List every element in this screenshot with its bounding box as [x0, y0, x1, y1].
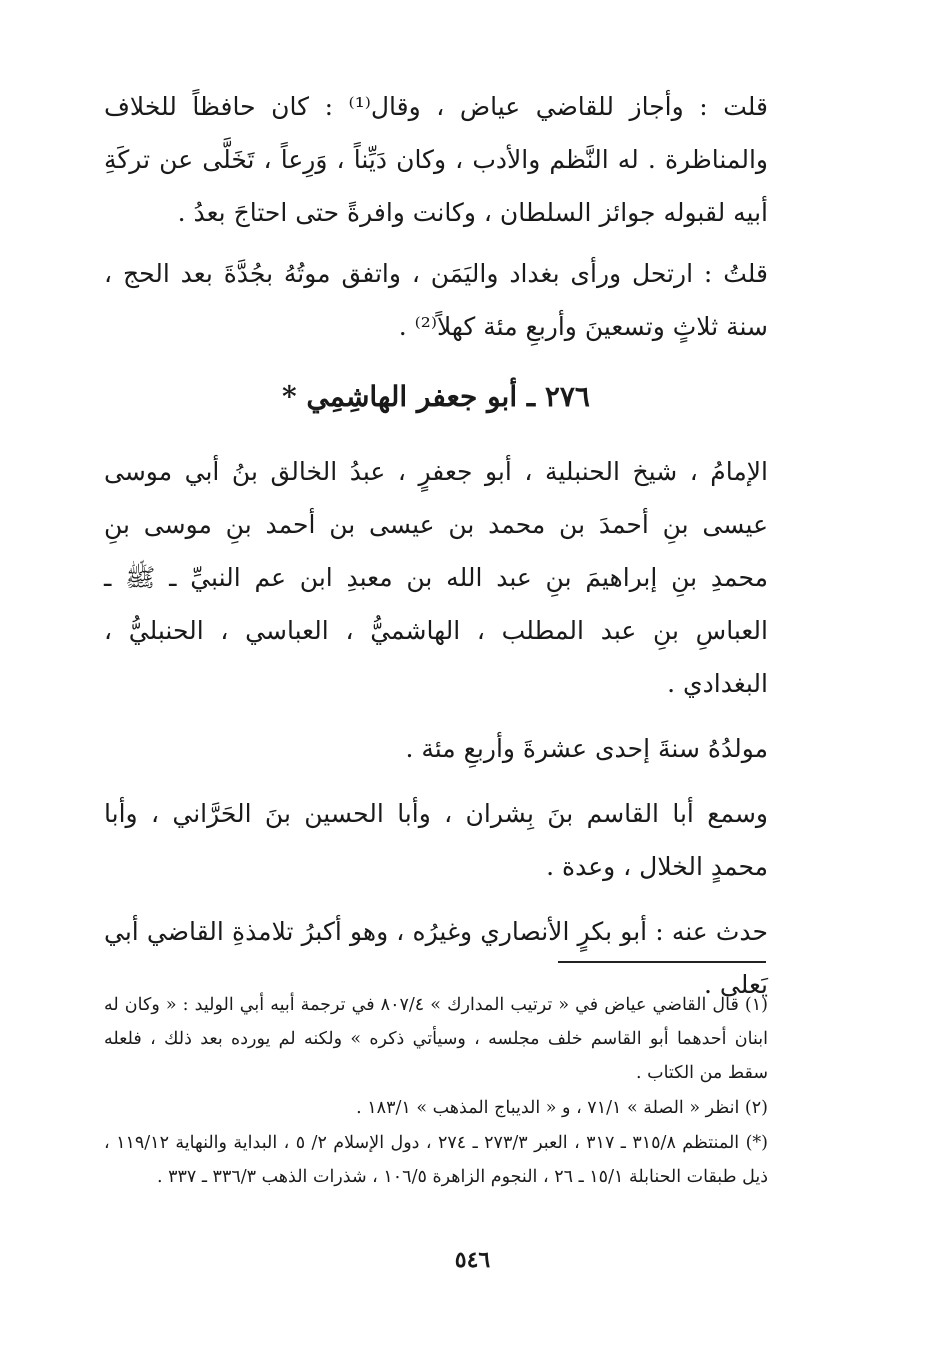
paragraph-teachers: وسمع أبا القاسم بنَ بِشران ، وأبا الحسين بنَ الحَرَّاني ، وأبا محمدٍ الخلال ، وعدة .	[104, 799, 768, 881]
page-number: ٥٤٦	[454, 1247, 491, 1273]
paragraph-lineage: الإمامُ ، شيخ الحنبلية ، أبو جعفرٍ ، عبدُ الخالق بنُ أبي موسى عيسى بنِ أحمدَ بن محمد بن عيسى بن أحمد بنِ موسى بنِ محمدِ بنِ إبراهيمَ بنِ عبد الله بن معبدِ ابن عم النبيِّ ـ ﷺ ـ العباسِ بنِ عبد المطلب ، الهاشميُّ ، العباسي ، الحنبليُّ ، البغدادي .	[104, 457, 768, 698]
paragraph-students: حدث عنه : أبو بكرٍ الأنصاري وغيرُه ، وهو أكبرُ تلامذةِ القاضي أبي يَعلى .	[104, 917, 768, 999]
footnote-divider	[558, 961, 766, 963]
footnote-sources: (*) المنتظم ٣١٥/٨ ـ ٣١٧ ، العبر ٢٧٣/٣ ـ ٢٧٤ ، دول الإسلام ٢/ ٥ ، البداية والنهاية ١١٩/١٢ ، ذيل طبقات الحنابلة ١٥/١ ـ ٢٦ ، النجوم الزاهرة ١٠٦/٥ ، شذرات الذهب ٣٣٦/٣ ـ ٣٣٧ .	[104, 1133, 768, 1187]
main-text	[104, 80, 768, 1011]
paragraph-top-2: قلتُ : ارتحل ورأى بغداد واليَمَن ، واتفق موتُهُ بجُدَّةَ بعد الحج ، سنة ثلاثٍ وتسعينَ وأربعِ مئة كهلاً⁽²⁾ .	[104, 259, 768, 341]
paragraph-top-1: قلت : وأجاز للقاضي عياض ، وقال⁽¹⁾ : كان حافظاً للخلاف والمناظرة . له النَّظم والأدب ، وكان دَيِّناً ، وَرِعاً ، تَخَلَّى عن تركَةِ أبيه لقبوله جوائز السلطان ، وكانت وافرةً حتى احتاجَ بعدُ .	[104, 92, 768, 227]
footnote-2: (٢) انظر « الصلة » ٧١/١ ، و « الديباج المذهب » ١٨٣/١ .	[356, 1098, 768, 1118]
footnotes	[104, 988, 768, 1194]
paragraph-birth: مولدُهُ سنةَ إحدى عشرةَ وأربعِ مئة .	[405, 734, 768, 763]
footnote-1: (١) قال القاضي عياض في « ترتيب المدارك » ٨٠٧/٤ في ترجمة أبيه أبي الوليد : « وكان له ابنان أحدهما أبو القاسم خلف مجلسه ، وسيأتي ذكره » ولكنه لم يورده بعد ذلك ، فلعله سقط من الكتاب .	[104, 995, 768, 1083]
entry-heading: ٢٧٦ ـ أبو جعفر الهاشِمِي *	[282, 380, 590, 413]
